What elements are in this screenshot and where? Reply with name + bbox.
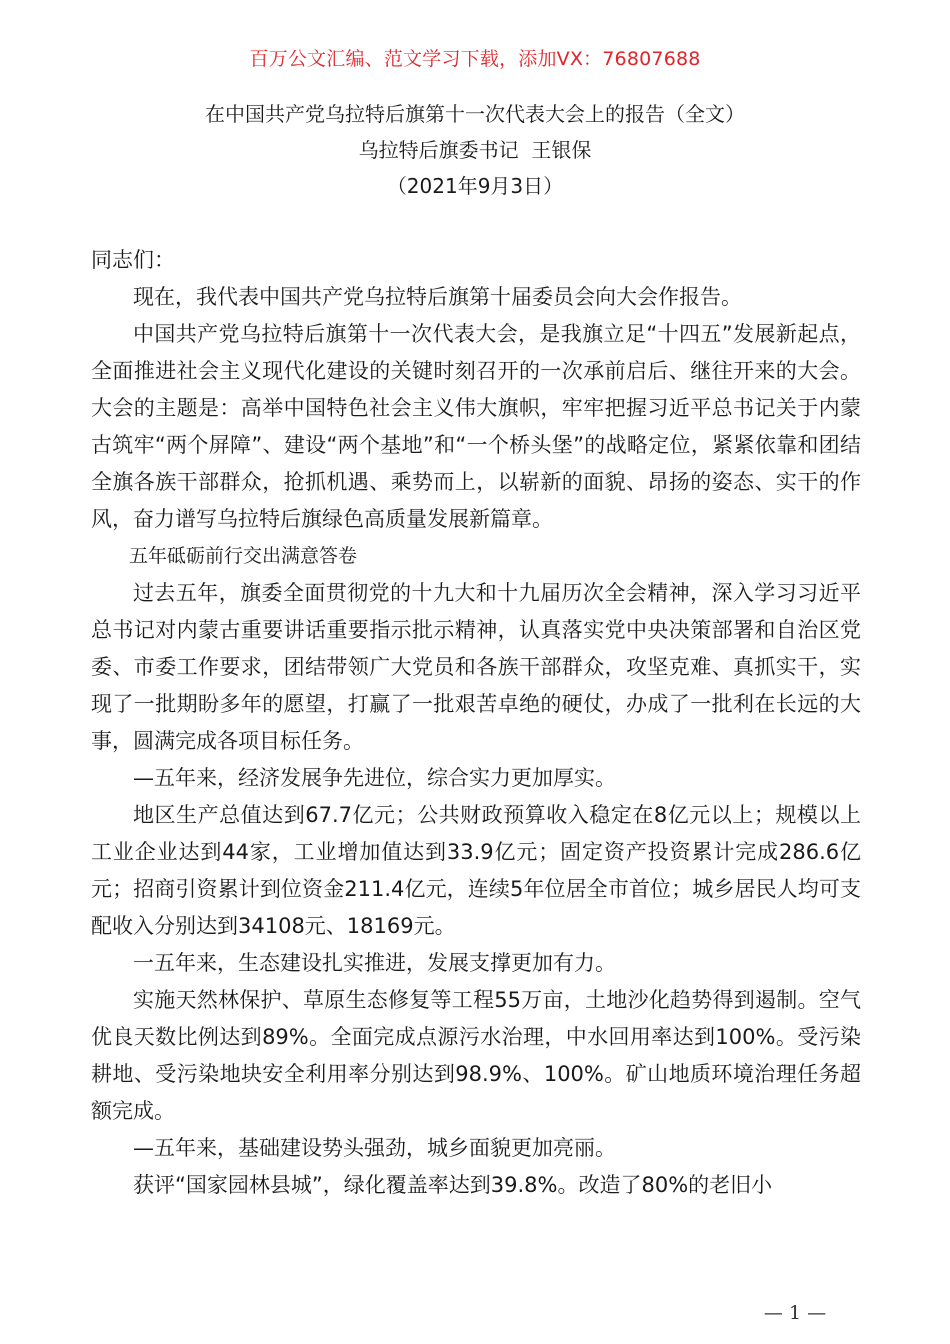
report-title: 在中国共产党乌拉特后旗第十一次代表大会上的报告（全文） <box>205 102 745 126</box>
paragraph: 中国共产党乌拉特后旗第十一次代表大会，是我旗立足“十四五”发展新起点，全面推进社会主义现代化建设的关键时刻召开的一次承前启后、继往开来的大会。大会的主题是：高举中国特色社会主义伟大旗帜，牢牢把握习近平总书记关于内蒙古筑牢“两个屏障”、建设“两个基地”和“一个桥头堡”的战略定位，紧紧依靠和团结全旗各族干部群众，抢抓机遇、乘势而上，以崭新的面貌、昂扬的姿态、实干的作风，奋力谱写乌拉特后旗绿色高质量发展新篇章。 <box>91 322 861 531</box>
paragraph: —五年来，经济发展争先进位，综合实力更加厚实。 <box>133 766 616 790</box>
paragraph: 获评“国家园林县城”，绿化覆盖率达到39.8%。改造了80%的老旧小 <box>133 1173 773 1197</box>
paragraph: 一五年来，生态建设扎实推进，发展支撑更加有力。 <box>133 951 616 975</box>
greeting: 同志们： <box>91 248 175 272</box>
paragraph: 过去五年，旗委全面贯彻党的十九大和十九届历次全会精神，深入学习习近平总书记对内蒙古重要讲话重要指示批示精神，认真落实党中央决策部署和自治区党委、市委工作要求，团结带领广大党员和各族干部群众，攻坚克难、真抓实干，实现了一批期盼多年的愿望，打赢了一批艰苦卓绝的硬仗，办成了一批利在长远的大事，圆满完成各项目标任务。 <box>91 581 861 753</box>
paragraph: 地区生产总值达到67.7亿元；公共财政预算收入稳定在8亿元以上；规模以上工业企业达到44家，工业增加值达到33.9亿元；固定资产投资累计完成286.6亿元；招商引资累计到位资金211.4亿元，连续5年位居全市首位；城乡居民人均可支配收入分别达到34108元、18169元。 <box>91 803 861 938</box>
paragraph: 实施天然林保护、草原生态修复等工程55万亩，土地沙化趋势得到遏制。空气优良天数比例达到89%。全面完成点源污水治理，中水回用率达到100%。受污染耕地、受污染地块安全利用率分别达到98.9%、100%。矿山地质环境治理任务超额完成。 <box>91 988 861 1123</box>
paragraph: —五年来，基础建设势头强劲，城乡面貌更加亮丽。 <box>133 1136 616 1160</box>
page-number: — 1 — <box>763 1302 827 1324</box>
title-block <box>0 96 950 204</box>
report-body <box>91 242 861 1204</box>
promo-banner: 百万公文汇编、范文学习下载，添加VX：76807688 <box>249 48 701 70</box>
paragraph: 现在，我代表中国共产党乌拉特后旗第十届委员会向大会作报告。 <box>133 285 742 309</box>
section-heading: 五年砥砺前行交出满意答卷 <box>129 545 358 567</box>
report-author: 乌拉特后旗委书记 王银保 <box>358 138 592 162</box>
report-date: （2021年9月3日） <box>386 174 564 198</box>
